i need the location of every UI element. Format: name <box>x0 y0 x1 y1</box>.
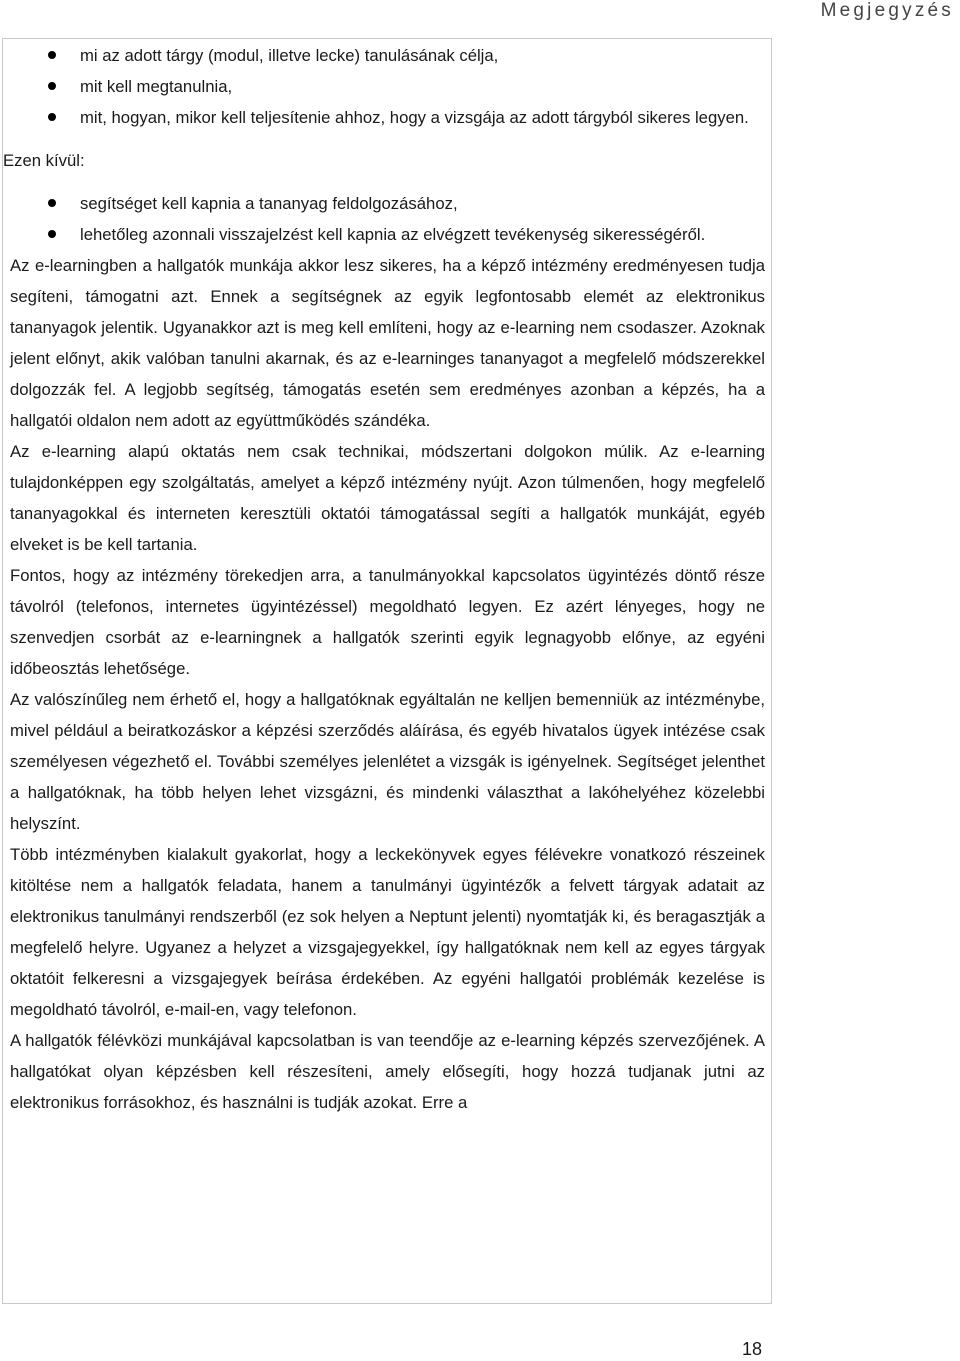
support-list <box>10 188 765 250</box>
paragraph: Több intézményben kialakult gyakorlat, hogy a leckekönyvek egyes félévekre vonatkozó részeinek kitöltése nem a hallgatók feladata, hanem a tanulmányi ügyintézők a felvett tárgyak adatait az elektronikus tanulmányi rendszerből (ez sok helyen a Neptunt jelenti) nyomtatják ki, és beragasztják a megfelelő helyre. Ugyanez a helyzet a vizsgajegyekkel, így hallgatóknak nem kell az egyes tárgyak oktatóit felkeresni a vizsgajegyek beírása érdekében. Az egyéni hallgatói problémák kezelése is megoldható távolról, e-mail-en, vagy telefonon. <box>10 845 765 1019</box>
document-body <box>3 40 765 1118</box>
objectives-list <box>10 40 765 133</box>
margin-notes-header: Megjegyzés <box>820 0 954 21</box>
paragraph: Az valószínűleg nem érhető el, hogy a hallgatóknak egyáltalán ne kelljen bemenniük az intézménybe, mivel például a beiratkozáskor a képzési szerződés aláírása, és egyéb hivatalos ügyek intézése csak személyesen végezhető el. További személyes jelenlétet a vizsgák is igényelnek. Segítséget jelenthet a hallgatóknak, ha több helyen lehet vizsgázni, és mindenki választhat a lakóhelyéhez közelebbi helyszínt. <box>10 690 765 833</box>
page-number: 18 <box>742 1339 763 1359</box>
paragraph: Az e-learning alapú oktatás nem csak technikai, módszertani dolgokon múlik. Az e-learning tulajdonképpen egy szolgáltatás, amelyet a képző intézmény nyújt. Azon túlmenően, hogy megfelelő tananyagokkal és interneten keresztüli oktatói támogatással segíti a hallgatók munkáját, egyéb elveket is be kell tartania. <box>10 442 765 554</box>
intro-label: Ezen kívül: <box>3 151 85 170</box>
list-item: mit kell megtanulnia, <box>10 71 765 102</box>
list-item: segítséget kell kapnia a tananyag feldolgozásához, <box>10 188 765 219</box>
list-item: mi az adott tárgy (modul, illetve lecke) tanulásának célja, <box>10 40 765 71</box>
list-item: mit, hogyan, mikor kell teljesítenie ahhoz, hogy a vizsgája az adott tárgyból sikeres legyen. <box>10 102 765 133</box>
paragraph: Fontos, hogy az intézmény törekedjen arra, a tanulmányokkal kapcsolatos ügyintézés döntő része távolról (telefonos, internetes ügyintézéssel) megoldható legyen. Ez azért lényeges, hogy ne szenvedjen csorbát az e-learningnek a hallgatók szerinti egyik legnagyobb előnye, az egyéni időbeosztás lehetősége. <box>10 566 765 678</box>
list-item: lehetőleg azonnali visszajelzést kell kapnia az elvégzett tevékenység sikerességéről. <box>10 219 765 250</box>
paragraph: A hallgatók félévközi munkájával kapcsolatban is van teendője az e-learning képzés szervezőjének. A hallgatókat olyan képzésben kell részesíteni, amely elősegíti, hogy hozzá tudjanak jutni az elektronikus forrásokhoz, és használni is tudják azokat. Erre a <box>10 1031 765 1112</box>
paragraph: Az e-learningben a hallgatók munkája akkor lesz sikeres, ha a képző intézmény eredményesen tudja segíteni, támogatni azt. Ennek a segítségnek az egyik legfontosabb elemét az elektronikus tananyagok jelentik. Ugyanakkor azt is meg kell említeni, hogy az e-learning nem csodaszer. Azoknak jelent előnyt, akik valóban tanulni akarnak, és az e-learninges tananyagot a megfelelő módszerekkel dolgozzák fel. A legjobb segítség, támogatás esetén sem eredményes azonban a képzés, ha a hallgatói oldalon nem adott az együttműködés szándéka. <box>10 256 765 430</box>
